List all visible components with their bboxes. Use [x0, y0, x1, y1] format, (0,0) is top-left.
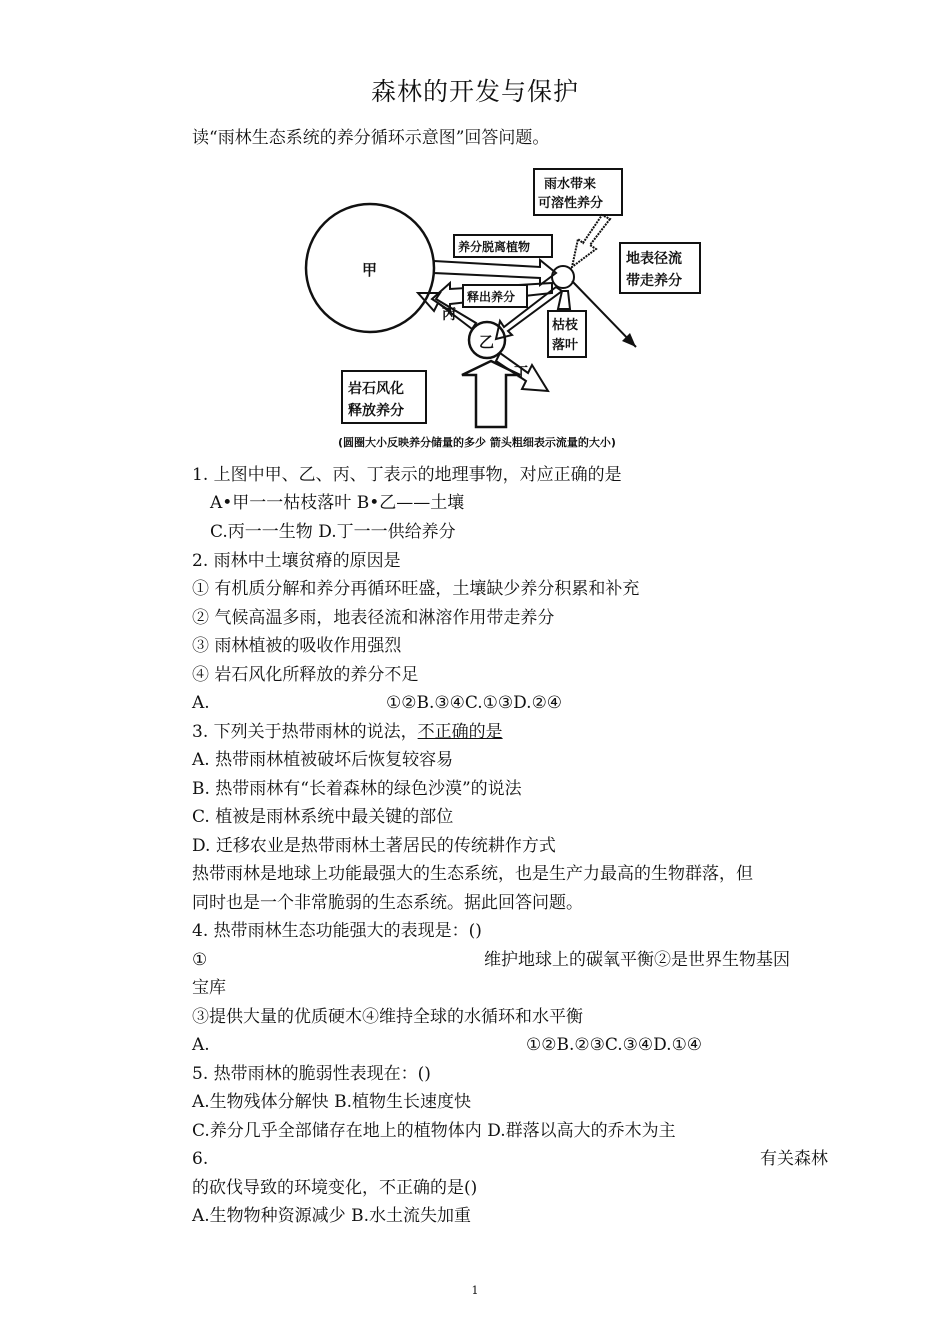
page-title: 森林的开发与保护: [370, 77, 579, 106]
text-rock-2: 释放养分: [348, 403, 404, 419]
q2-item-1: ① 有机质分解和养分再循环旺盛，土壤缺少养分积累和补充: [192, 579, 640, 599]
arrow-detach: [434, 260, 556, 285]
q4-items-3-4: ③提供大量的优质硬木④维持全球的水循环和水平衡: [192, 1007, 583, 1027]
q3-stem: [192, 720, 503, 744]
text-detach: 养分脱离植物: [458, 240, 531, 254]
q5-options-ab: A.生物残体分解快 B.植物生长速度快: [192, 1092, 471, 1112]
q4-item-continued: 宝库: [192, 978, 226, 998]
text-runoff-1: 地表径流: [626, 251, 682, 267]
q3-option-c: C. 植被是雨林系统中最关键的部位: [192, 807, 454, 827]
text-rock-1: 岩石风化: [348, 381, 404, 397]
q2-item-3: ③ 雨林植被的吸收作用强烈: [192, 636, 402, 656]
q2-item-2: ② 气候高温多雨，地表径流和淋溶作用带走养分: [192, 608, 555, 628]
q6-number: 6.: [192, 1149, 209, 1169]
label-ding: 丁: [514, 365, 528, 381]
q4-stem: 4. 热带雨林生态功能强大的表现是：(): [192, 921, 482, 941]
q6-options-ab: A.生物物种资源减少 B.水土流失加重: [192, 1206, 471, 1226]
intro-text: 读“雨林生态系统的养分循环示意图”回答问题。: [192, 128, 550, 148]
q2-item-4: ④ 岩石风化所释放的养分不足: [192, 665, 419, 685]
diagram-caption: (圆圈大小反映养分储量的多少 箭头粗细表示流量的大小): [338, 436, 616, 449]
q2-option-a-label: A.: [192, 693, 210, 713]
q6-stem: 的砍伐导致的环境变化，不正确的是(): [192, 1178, 478, 1198]
passage-line-2: 同时也是一个非常脆弱的生态系统。据此回答问题。: [192, 893, 583, 913]
q1-options-ab: A•甲一一枯枝落叶 B•乙——土壤: [210, 493, 465, 513]
q3-option-d: D. 迁移农业是热带雨林土著居民的传统耕作方式: [192, 836, 556, 856]
nutrient-cycle-diagram: [300, 165, 730, 455]
label-jia: 甲: [362, 261, 378, 279]
q3-option-b: B. 热带雨林有“长着森林的绿色沙漠”的说法: [192, 779, 522, 799]
label-yi: 乙: [479, 333, 495, 351]
text-litter-1: 枯枝: [552, 318, 579, 333]
text-runoff-2: 带走养分: [626, 273, 682, 289]
arrow-rain: [572, 215, 610, 267]
page-number: 1: [471, 1284, 479, 1297]
q3-stem-underlined: 不正确的是: [417, 722, 503, 742]
label-bing: 丙: [442, 307, 456, 323]
text-release: 释出养分: [467, 290, 516, 304]
arrow-rock: [462, 361, 520, 427]
q4-item-1-marker: ①: [192, 950, 208, 970]
text-rain-2: 可溶性养分: [538, 196, 604, 211]
q6-stem-tail: 有关森林: [760, 1149, 828, 1169]
passage-line-1: 热带雨林是地球上功能最强大的生态系统，也是生产力最高的生物群落，但: [192, 864, 753, 884]
q4-item-1-text: 维护地球上的碳氧平衡②是世界生物基因: [484, 950, 790, 970]
q3-option-a: A. 热带雨林植被破坏后恢复较容易: [192, 750, 454, 770]
q5-stem: 5. 热带雨林的脆弱性表现在：(): [192, 1064, 431, 1084]
text-litter-2: 落叶: [552, 338, 579, 353]
q1-options-cd: C.丙一一生物 D.丁一一供给养分: [210, 522, 456, 542]
q2-options: ①②B.③④C.①③D.②④: [386, 693, 563, 713]
q2-stem: 2. 雨林中土壤贫瘠的原因是: [192, 551, 401, 571]
q5-options-cd: C.养分几乎全部储存在地上的植物体内 D.群落以高大的乔木为主: [192, 1121, 676, 1141]
circle-hub: [552, 266, 574, 288]
q4-options: ①②B.②③C.③④D.①④: [526, 1035, 703, 1055]
q4-option-a-label: A.: [192, 1035, 210, 1055]
q3-stem-text: 3. 下列关于热带雨林的说法，: [192, 722, 418, 742]
q1-stem: 1. 上图中甲、乙、丙、丁表示的地理事物，对应正确的是: [192, 465, 622, 485]
text-rain-1: 雨水带来: [544, 177, 597, 192]
